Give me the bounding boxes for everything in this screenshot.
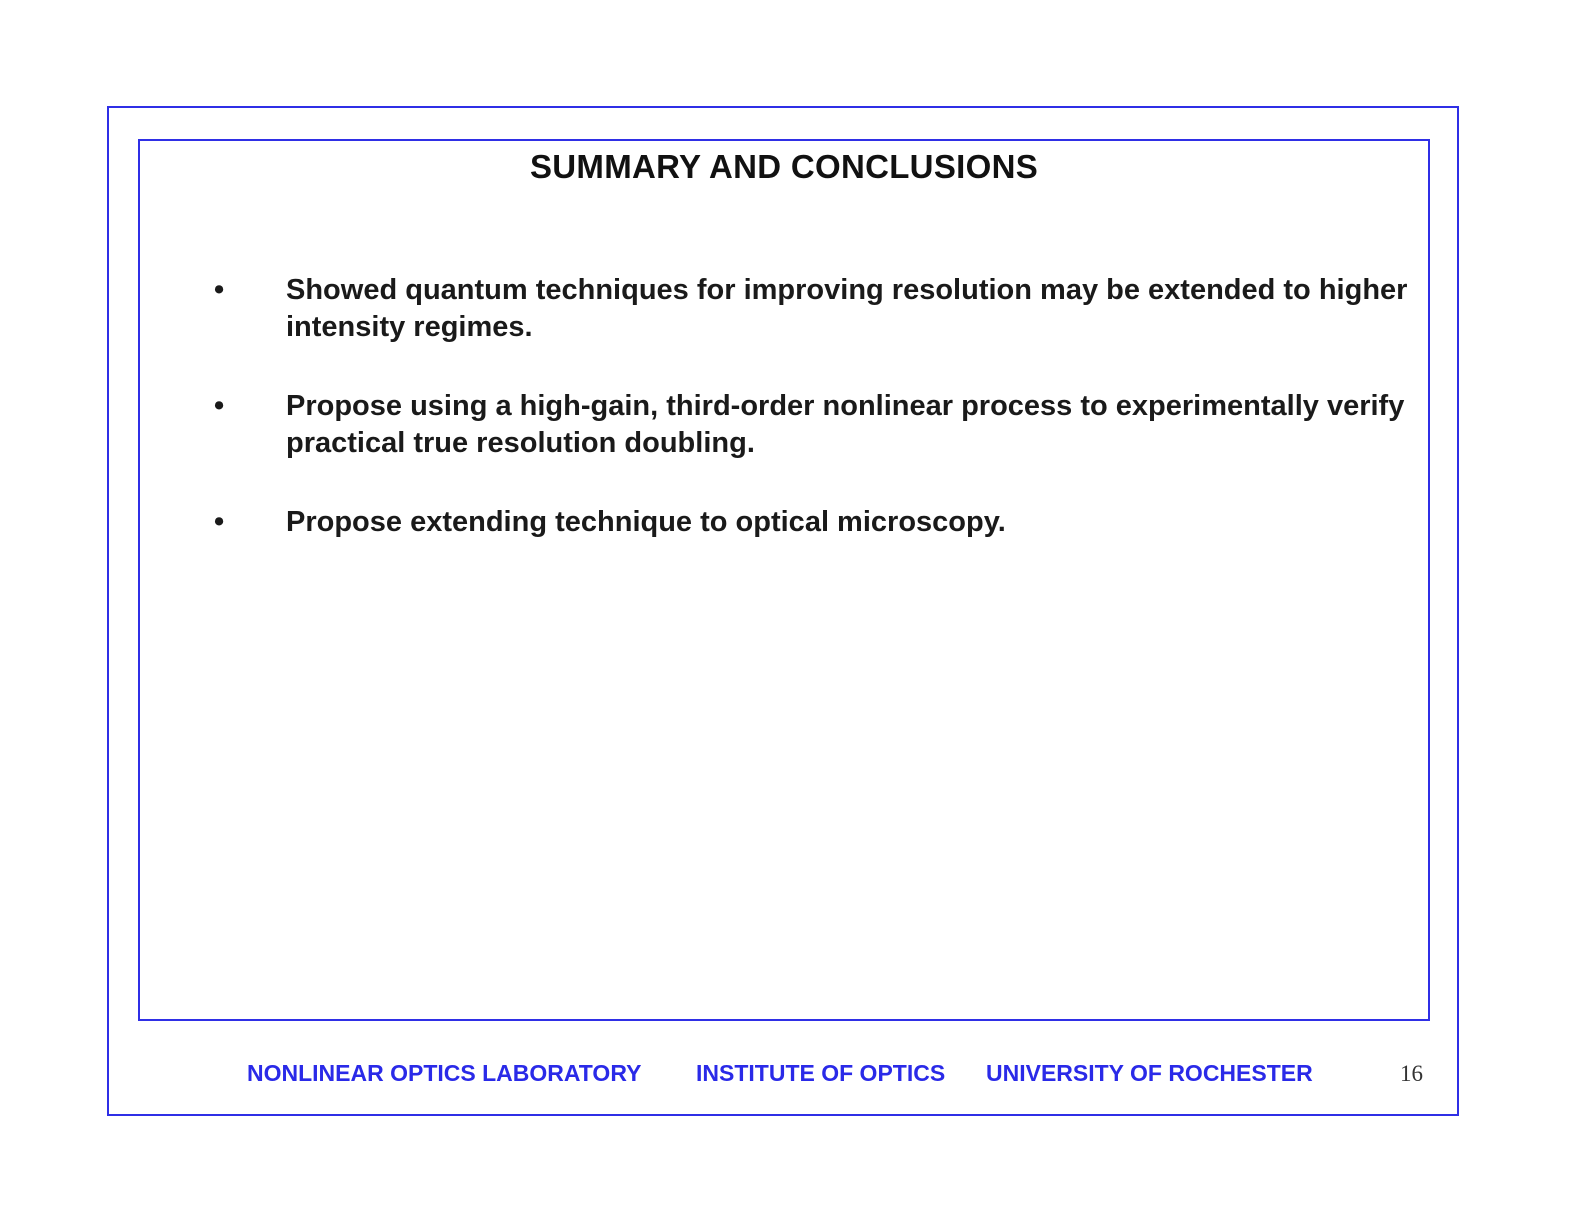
bullet-text: Showed quantum techniques for improving resolution may be extended to higher intensity regimes. xyxy=(286,274,1408,343)
bullet-point-icon: • xyxy=(214,390,225,422)
footer-university-name: UNIVERSITY OF ROCHESTER xyxy=(986,1060,1313,1086)
bullet-item xyxy=(210,388,1420,462)
bullet-point-icon: • xyxy=(214,274,225,306)
bullet-list xyxy=(210,272,1420,583)
page-number: 16 xyxy=(1400,1061,1423,1086)
bullet-item xyxy=(210,272,1420,346)
bullet-point-icon: • xyxy=(214,506,225,538)
bullet-item xyxy=(210,504,1420,541)
footer-institute-name: INSTITUTE OF OPTICS xyxy=(696,1060,946,1086)
bullet-text: Propose extending technique to optical microscopy. xyxy=(286,506,1006,538)
slide-title: SUMMARY AND CONCLUSIONS xyxy=(529,148,1039,185)
footer-lab-name: NONLINEAR OPTICS LABORATORY xyxy=(247,1060,642,1086)
bullet-text: Propose using a high-gain, third-order nonlinear process to experimentally verify practical true resolution doubling. xyxy=(286,390,1405,459)
